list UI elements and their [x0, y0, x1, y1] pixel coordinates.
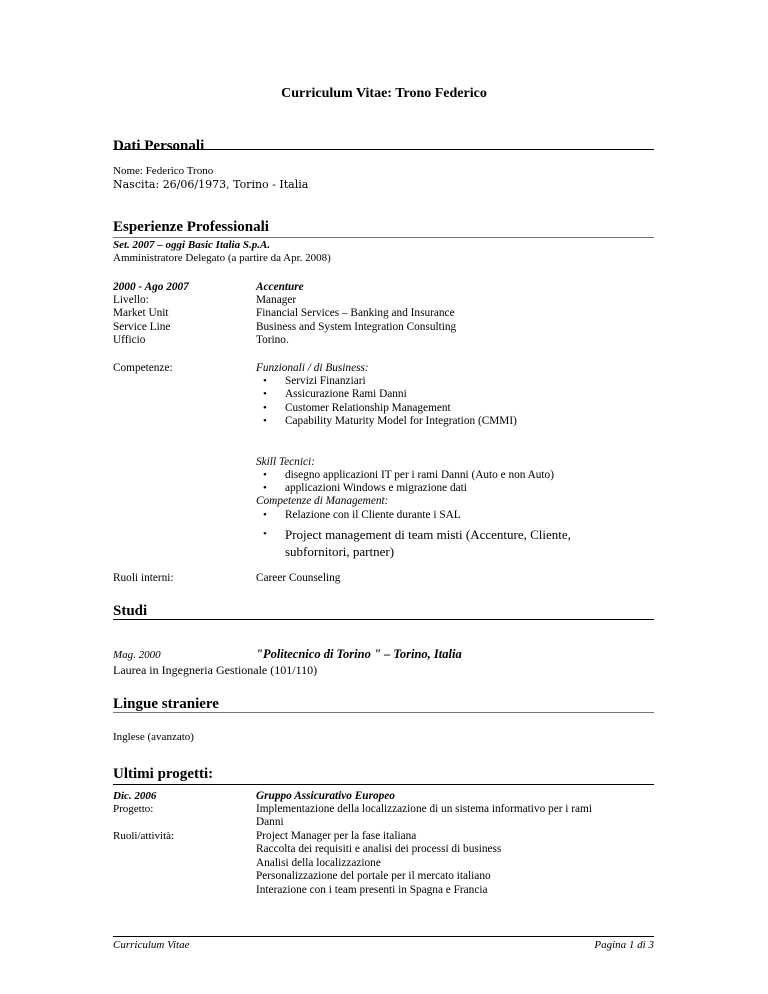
skill-list: [256, 469, 554, 496]
progetto-line: Implementazione della localizzazione di un sistema informativo per i rami: [256, 803, 592, 815]
job2-value: Manager: [256, 294, 297, 306]
section-heading-esperienze: Esperienze Professionali: [113, 219, 269, 235]
document-title: Curriculum Vitae: Trono Federico: [281, 86, 487, 101]
section-heading-progetti: Ultimi progetti:: [113, 766, 214, 782]
section-rule: [113, 149, 654, 150]
ruoli-line: Raccolta dei requisiti e analisi dei processi di business: [256, 843, 502, 856]
progetto-lines: [256, 803, 592, 830]
ruoli-line: Interazione con i team presenti in Spagna e Francia: [256, 883, 488, 896]
funzionali-heading: Funzionali / di Business:: [256, 362, 369, 374]
job1-header: Set. 2007 – oggi Basic Italia S.p.A.: [113, 239, 271, 251]
list-item: • disegno applicazioni IT per i rami Danni (Auto e non Auto): [256, 469, 554, 482]
studi-degree: Laurea in Ingegneria Gestionale (101/110): [113, 663, 318, 677]
list-item: • Assicurazione Rami Danni: [256, 388, 517, 401]
job2-company: Accenture: [256, 281, 304, 293]
ruoli-attivita-label: Ruoli/attività:: [113, 830, 175, 842]
job2-label: Ufficio: [113, 334, 146, 347]
management-list: [256, 509, 461, 522]
progetto-date: Dic. 2006: [113, 790, 157, 802]
lingue-value: Inglese (avanzato): [113, 731, 194, 743]
job2-value: Torino.: [256, 334, 289, 347]
job2-value: Business and System Integration Consulting: [256, 320, 457, 333]
management-item-2: [256, 526, 571, 560]
ruoli-line: Personalizzazione del portale per il mercato italiano: [256, 870, 491, 883]
list-item: • Capability Maturity Model for Integration (CMMI): [256, 415, 517, 428]
list-item: • applicazioni Windows e migrazione dati: [256, 482, 554, 495]
studi-date: Mag. 2000: [113, 649, 161, 661]
job2-value: Financial Services – Banking and Insurance: [256, 307, 455, 320]
ruoli-interni-label: Ruoli interni:: [113, 572, 174, 584]
job2-labels: [113, 294, 170, 348]
list-item: • Customer Relationship Management: [256, 402, 517, 415]
job2-label: Market Unit: [113, 307, 169, 320]
studi-school: "Politecnico di Torino " – Torino, Italia: [256, 647, 462, 661]
section-rule: [113, 237, 654, 238]
personal-name: Nome: Federico Trono: [113, 165, 214, 177]
progetto-line: Danni: [256, 816, 284, 829]
skill-heading: Skill Tecnici:: [256, 456, 315, 468]
ruoli-interni-value: Career Counseling: [256, 572, 341, 584]
job1-role: Amministratore Delegato (a partire da Apr. 2008): [113, 252, 331, 264]
footer-rule: [113, 936, 654, 937]
list-item: • Servizi Finanziari: [256, 375, 517, 388]
section-rule: [113, 784, 654, 785]
management-heading: Competenze di Management:: [256, 495, 389, 507]
list-item: • Project management di team misti (Accenture, Cliente,: [256, 526, 571, 543]
ruoli-line: Project Manager per la fase italiana: [256, 830, 417, 842]
funzionali-list: [256, 375, 517, 429]
section-heading-dati-personali: Dati Personali: [113, 138, 205, 154]
personal-birth: Nascita: 26/06/1973, Torino - Italia: [113, 178, 309, 191]
section-rule: [113, 619, 654, 620]
ruoli-attivita-lines: [256, 830, 501, 897]
section-heading-lingue: Lingue straniere: [113, 696, 219, 712]
list-item-continuation: subfornitori, partner): [285, 544, 395, 559]
progetto-client: Gruppo Assicurativo Europeo: [256, 790, 395, 802]
job2-period: 2000 - Ago 2007: [113, 281, 189, 293]
section-heading-studi: Studi: [113, 603, 148, 619]
footer-page-number: Pagina 1 di 3: [594, 939, 654, 951]
list-item: • Relazione con il Cliente durante i SAL: [256, 509, 461, 522]
competenze-label: Competenze:: [113, 362, 173, 374]
job2-values: [256, 294, 456, 348]
footer-left: Curriculum Vitae: [113, 939, 190, 951]
job2-label: Livello:: [113, 294, 149, 306]
section-rule: [113, 712, 654, 713]
progetto-label: Progetto:: [113, 803, 154, 815]
job2-label: Service Line: [113, 320, 171, 333]
ruoli-line: Analisi della localizzazione: [256, 856, 381, 869]
